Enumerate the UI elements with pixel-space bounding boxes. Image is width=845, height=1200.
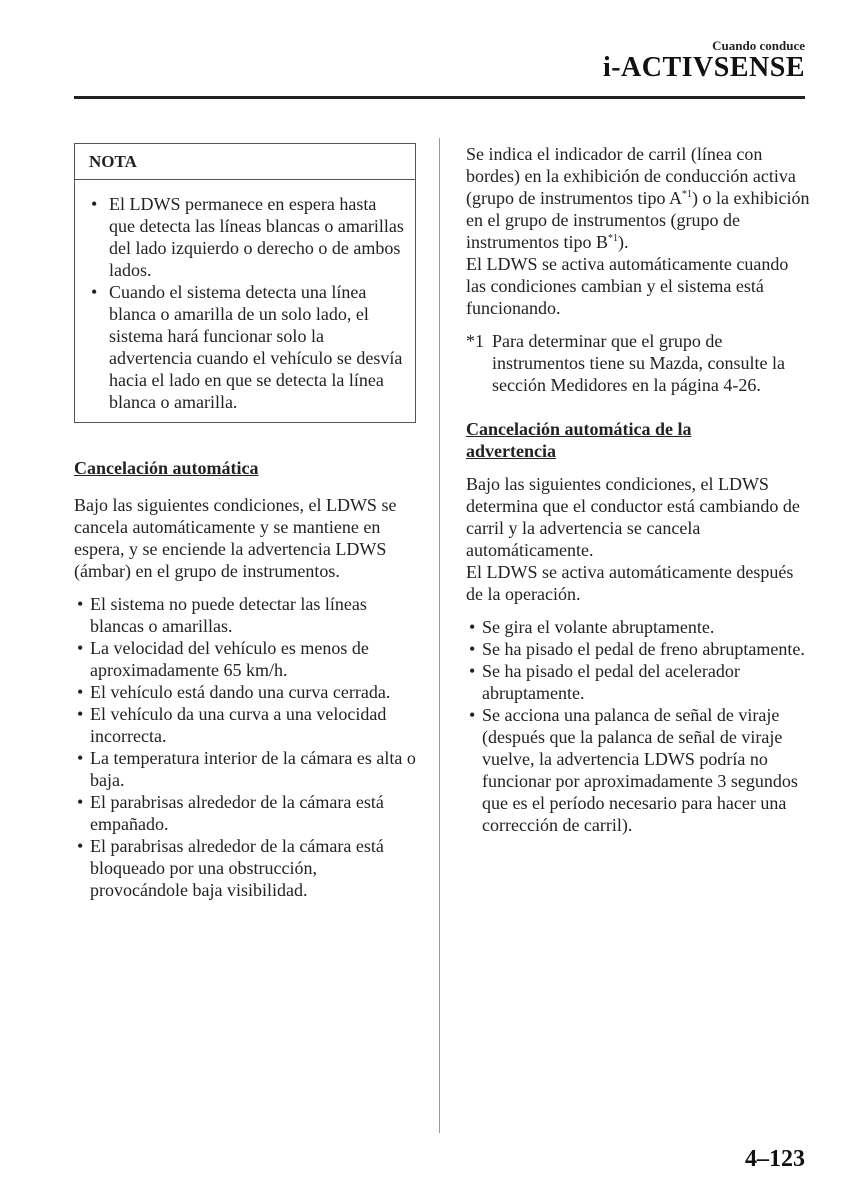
bullet-icon: • [469,639,476,659]
list-item-text: Se gira el volante abruptamente. [482,617,715,637]
bullet-icon: • [77,594,84,614]
bullet-icon: • [77,704,84,724]
bullet-icon: • [469,617,476,637]
list-item [74,681,416,703]
bullet-list [74,593,416,901]
page-number: 4–123 [745,1146,805,1172]
list-item [466,704,811,836]
bullet-icon: • [77,792,84,812]
page-title: i-ACTIVSENSE [602,52,805,83]
bullet-icon: • [91,194,98,214]
note-item-text: Cuando el sistema detecta una línea blanca o amarilla de un solo lado, el sistema hará funcionar solo la advertencia cuando el vehículo se desvía hacia el lado en que se detecta la línea blanca o amarilla. [109,282,403,412]
text-run: ) o la exhibición en el grupo de instrumentos (grupo de instrumentos tipo B [466,188,810,252]
note-heading: NOTA [75,144,415,180]
list-item-text: El vehículo da una curva a una velocidad incorrecta. [90,704,387,746]
footnote-ref: *1 [681,189,692,200]
note-item [91,281,405,413]
note-body [75,180,415,422]
list-item-text: La velocidad del vehículo es menos de aproximadamente 65 km/h. [90,638,369,680]
note-item-text: El LDWS permanece en espera hasta que detecta las líneas blancas o amarillas del lado izquierdo o derecho o de ambos lados. [109,194,404,280]
list-item [74,747,416,791]
paragraph: El LDWS se activa automáticamente después de la operación. [466,562,794,604]
paragraph: El LDWS se activa automáticamente cuando las condiciones cambian y el sistema está funcionando. [466,254,789,318]
column-divider [439,138,440,1133]
note-item [91,193,405,281]
footnote-mark: *1 [466,331,484,351]
list-item-text: El sistema no puede detectar las líneas blancas o amarillas. [90,594,367,636]
list-item-text: El parabrisas alrededor de la cámara está bloqueado por una obstrucción, provocándole baja visibilidad. [90,836,384,900]
right-column [466,143,811,836]
text-run: Se indica el indicador de carril (línea con bordes) en la exhibición de conducción activa (grupo de instrumentos tipo A [466,144,796,208]
bullet-icon: • [77,638,84,658]
bullet-icon: • [469,661,476,681]
bullet-icon: • [91,282,98,302]
list-item-text: El parabrisas alrededor de la cámara está empañado. [90,792,384,834]
note-box [74,143,416,423]
section-heading: Cancelación automática de la advertencia [466,419,692,461]
left-column [74,143,416,901]
bullet-list [466,616,811,836]
list-item [74,593,416,637]
paragraph: Bajo las siguientes condiciones, el LDWS se cancela automáticamente y se mantiene en espera, y se enciende la advertencia LDWS (ámbar) en el grupo de instrumentos. [74,495,397,581]
bullet-icon: • [469,705,476,725]
list-item-text: Se ha pisado el pedal del acelerador abruptamente. [482,661,740,703]
list-item-text: El vehículo está dando una curva cerrada. [90,682,391,702]
bullet-icon: • [77,836,84,856]
footnote-ref: *1 [608,233,619,244]
list-item [74,637,416,681]
list-item [74,703,416,747]
list-item [74,791,416,835]
text-run: ). [618,232,629,252]
list-item-text: Se acciona una palanca de señal de viraje (después que la palanca de señal de viraje vuelve, la advertencia LDWS podría no funcionar por aproximadamente 3 segundos que es el período necesario para hacer una corrección de carril). [482,705,798,835]
paragraph [466,143,811,253]
footnote [466,330,811,396]
section-heading: Cancelación automática [74,458,259,478]
list-item [74,835,416,901]
footnote-text: Para determinar que el grupo de instrumentos tiene su Mazda, consulte la sección Medidores en la página 4-26. [492,331,785,395]
paragraph: Bajo las siguientes condiciones, el LDWS determina que el conductor está cambiando de carril y la advertencia se cancela automáticamente. [466,474,800,560]
list-item-text: Se ha pisado el pedal de freno abruptamente. [482,639,805,659]
list-item [466,660,811,704]
list-item [466,638,811,660]
section-label: Cuando conduce [712,38,805,53]
list-item [466,616,811,638]
bullet-icon: • [77,682,84,702]
list-item-text: La temperatura interior de la cámara es alta o baja. [90,748,416,790]
header-divider [74,96,805,99]
bullet-icon: • [77,748,84,768]
